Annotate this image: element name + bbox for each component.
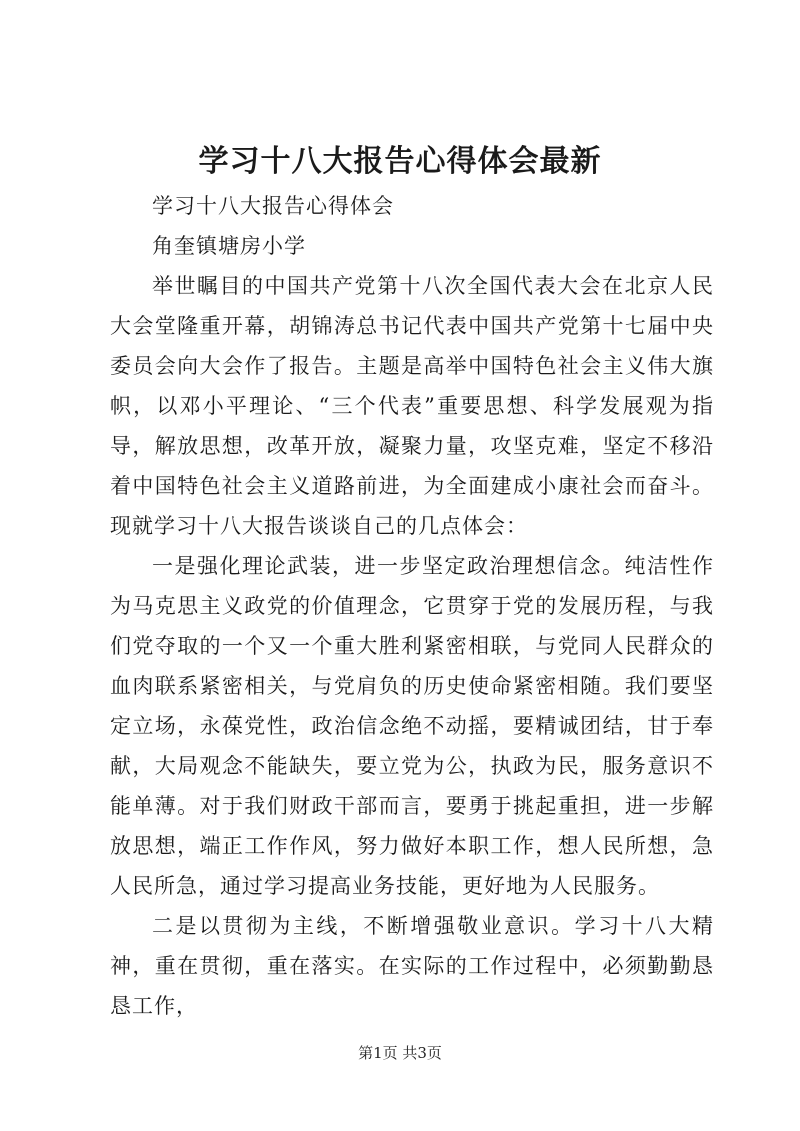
paragraph-intro: 举世瞩目的中国共产党第十八次全国代表大会在北京人民大会堂隆重开幕，胡锦涛总书记代表中国共产党第十七届中央委员会向大会作了报告。主题是高举中国特色社会主义伟大旗帜，以邓小平理论、“三个代表”重要思想、科学发展观为指导，解放思想，改革开放，凝聚力量，攻坚克难，坚定不移沿着中国特色社会主义道路前进，为全面建成小康社会而奋斗。现就学习十八大报告谈谈自己的几点体会： xyxy=(110,274,714,538)
document-title: 学习十八大报告心得体会最新 xyxy=(198,144,602,179)
paragraph-point-one: 一是强化理论武装，进一步坚定政治理想信念。纯洁性作为马克思主义政党的价值理念，它贯穿于党的发展历程，与我们党夺取的一个又一个重大胜利紧密相联，与党同人民群众的血肉联系紧密相关，与党肩负的历史使命紧密相随。我们要坚定立场，永葆党性，政治信念绝不动摇，要精诚团结，甘于奉献，大局观念不能缺失，要立党为公，执政为民，服务意识不能单薄。对于我们财政干部而言，要勇于挑起重担，进一步解放思想，端正工作作风，努力做好本职工作，想人民所想，急人民所急，通过学习提高业务技能，更好地为人民服务。 xyxy=(110,554,714,898)
document-body xyxy=(110,186,714,1026)
paragraph-subtitle: 学习十八大报告心得体会 xyxy=(152,194,394,218)
paragraph-school: 角奎镇塘房小学 xyxy=(152,234,306,258)
page-number-footer: 第1页 共3页 xyxy=(358,1044,442,1062)
paragraph-point-two: 二是以贯彻为主线，不断增强敬业意识。学习十八大精神，重在贯彻，重在落实。在实际的工作过程中，必须勤勤恳恳工作， xyxy=(110,914,714,1018)
